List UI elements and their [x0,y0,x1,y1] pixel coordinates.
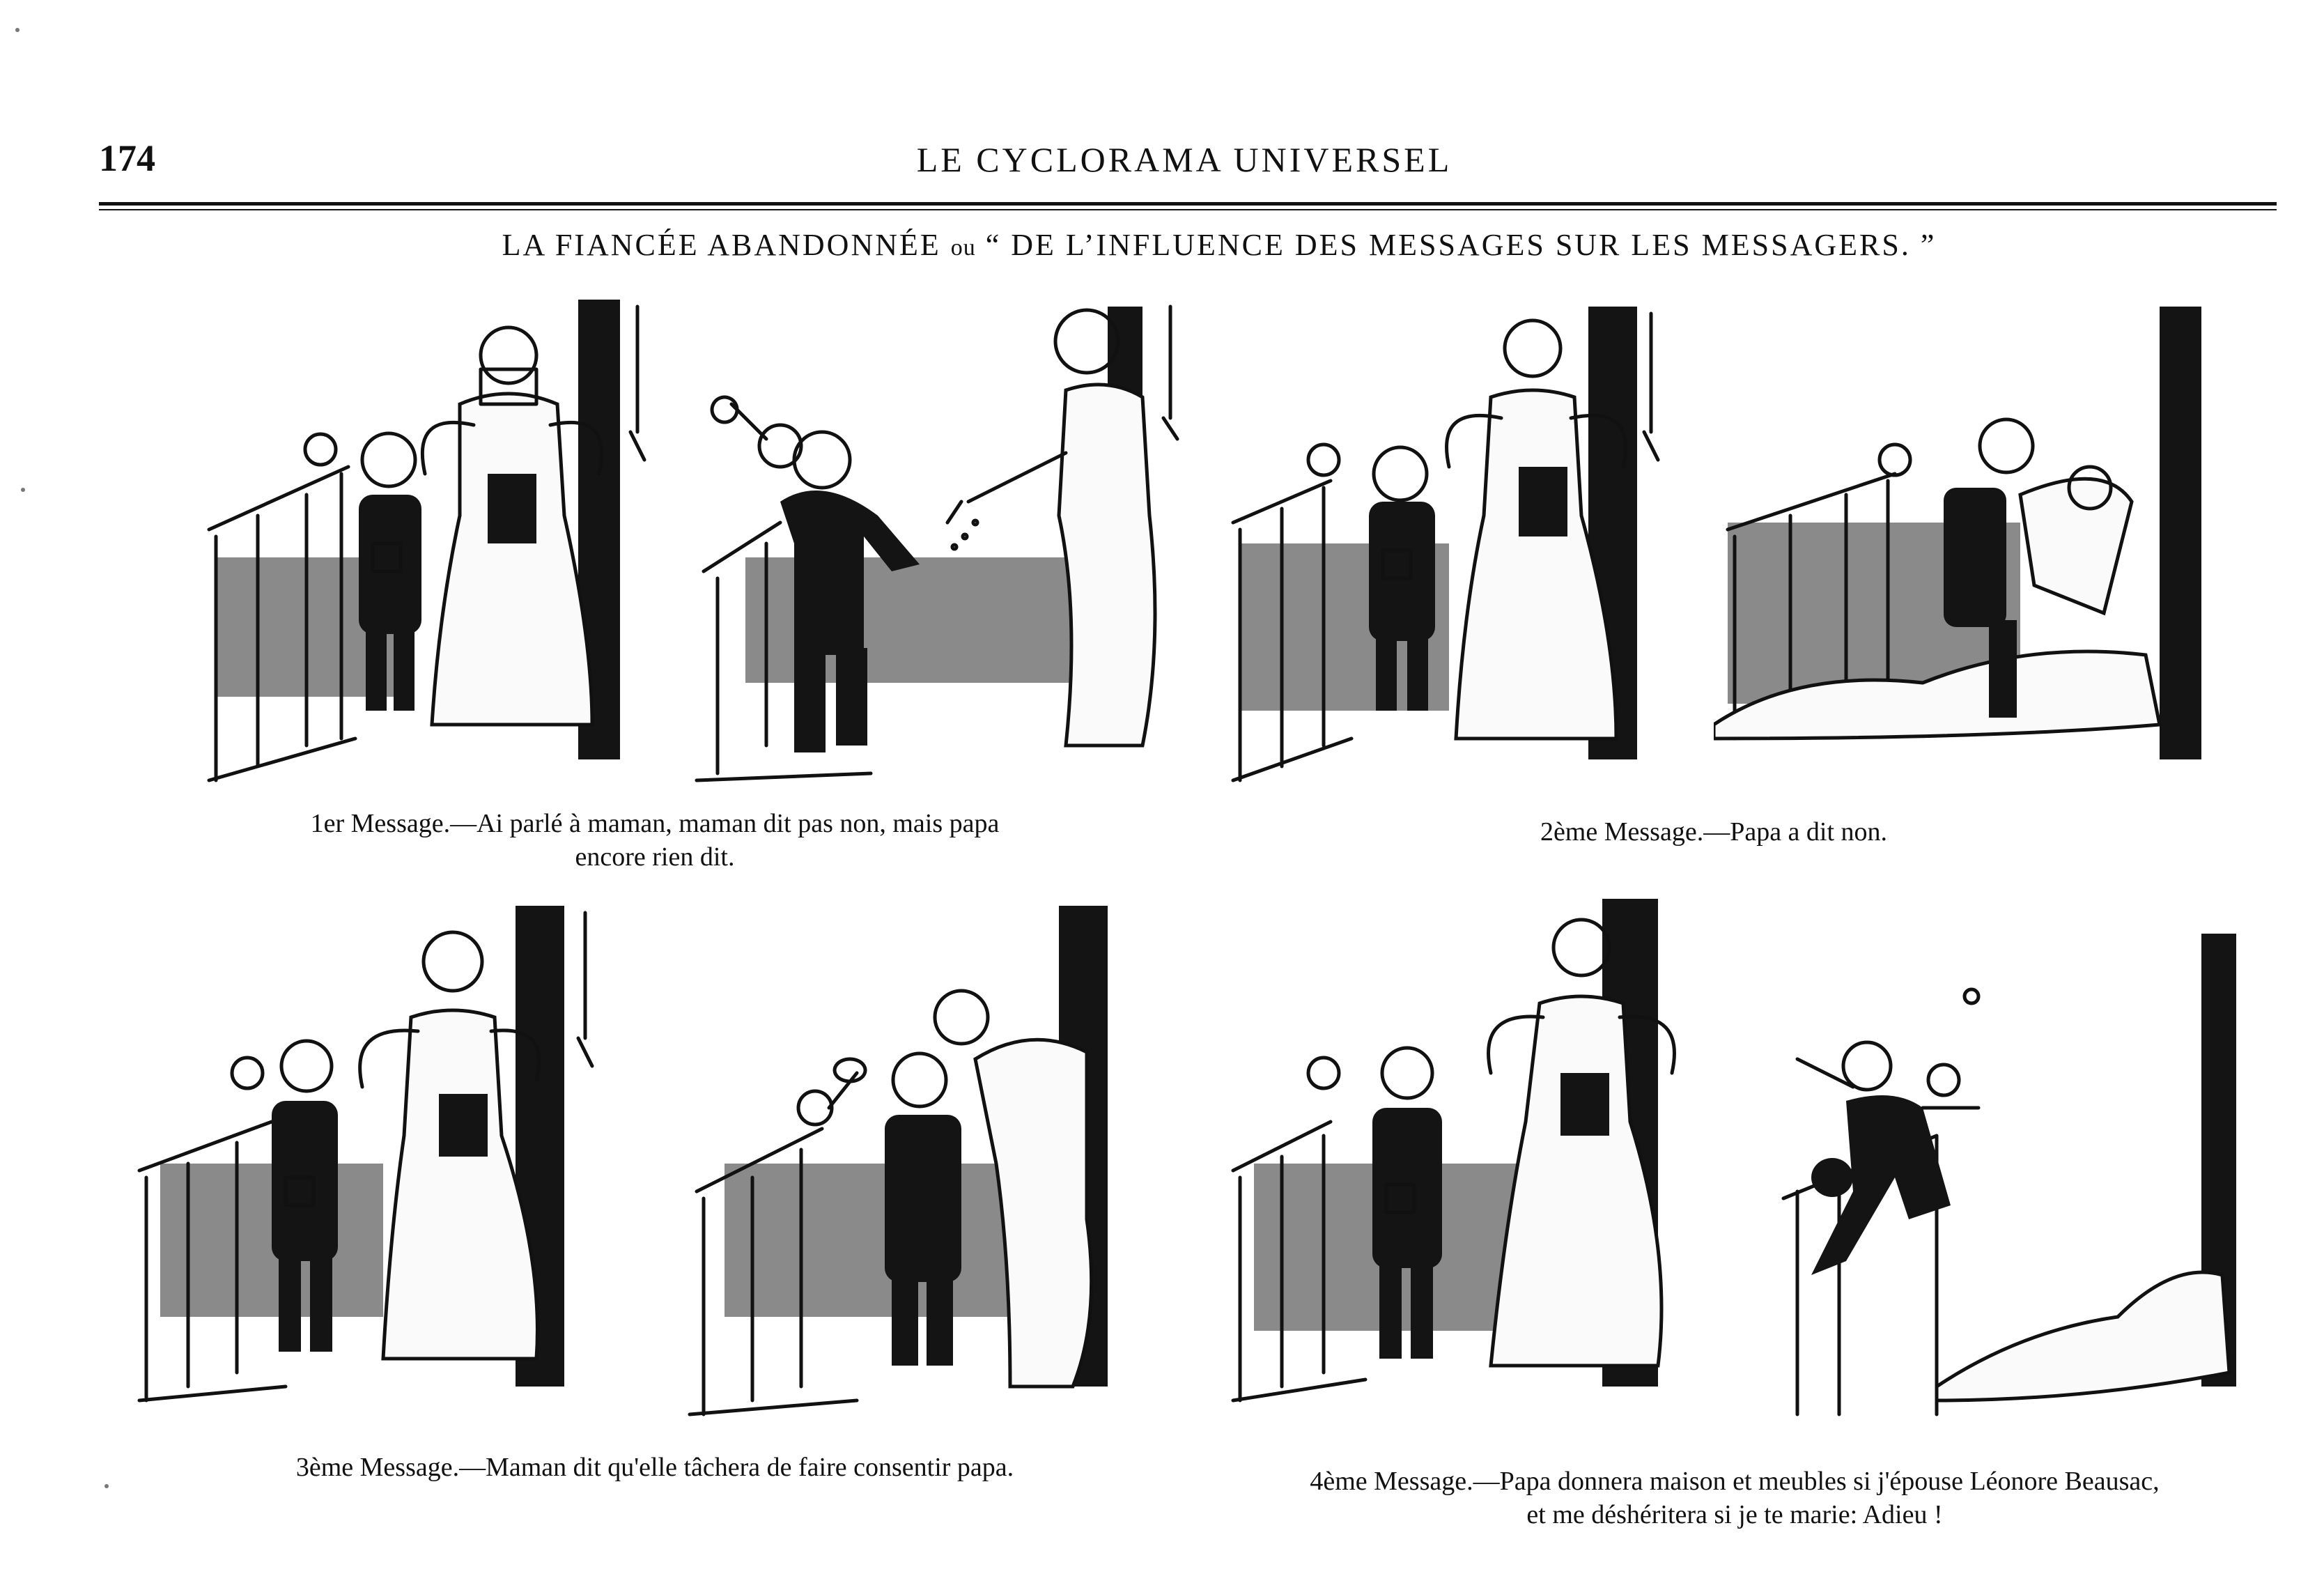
caption-message-2: 2ème Message.—Papa a dit non. [1540,817,1888,847]
caption-message-4-line1: 4ème Message.—Papa donnera maison et meubles si j'épouse Léonore Beausac, [1310,1467,2160,1496]
panel-2-illustration [690,293,1191,794]
panel-7-illustration [1226,892,1714,1428]
header-rule-thick [99,202,2277,206]
print-speck [21,488,25,492]
panel-8-illustration [1769,927,2257,1428]
comic-title-ou: ou [950,235,976,261]
caption-message-3: 3ème Message.—Maman dit qu'elle tâchera de faire consentir papa. [295,1453,1014,1482]
caption-message-4 [1184,1465,2285,1531]
caption-message-1 [160,807,1149,874]
print-speck [104,1484,109,1488]
page-number: 174 [99,137,155,179]
running-title: LE CYCLORAMA UNIVERSEL [916,140,1452,179]
comic-title-part1: LA FIANCÉE ABANDONNÉE [502,228,941,262]
comic-title-part2: “ DE L’INFLUENCE DES MESSAGES SUR LES MESSAGERS. ” [985,228,1937,262]
caption-message-1-line2: encore rien dit. [575,842,735,872]
caption-message-1-line1: 1er Message.—Ai parlé à maman, maman dit pas non, mais papa [310,809,1000,838]
panel-1-illustration [202,293,648,794]
panel-5-illustration [132,899,606,1428]
header-rule-thin [99,209,2277,210]
panel-3-illustration [1226,293,1672,794]
panel-6-illustration [683,899,1142,1428]
comic-title [390,227,2048,263]
caption-message-4-line2: et me déshéritera si je te marie: Adieu ! [1526,1500,1943,1529]
print-speck [15,28,20,32]
panel-4-illustration [1714,293,2229,794]
